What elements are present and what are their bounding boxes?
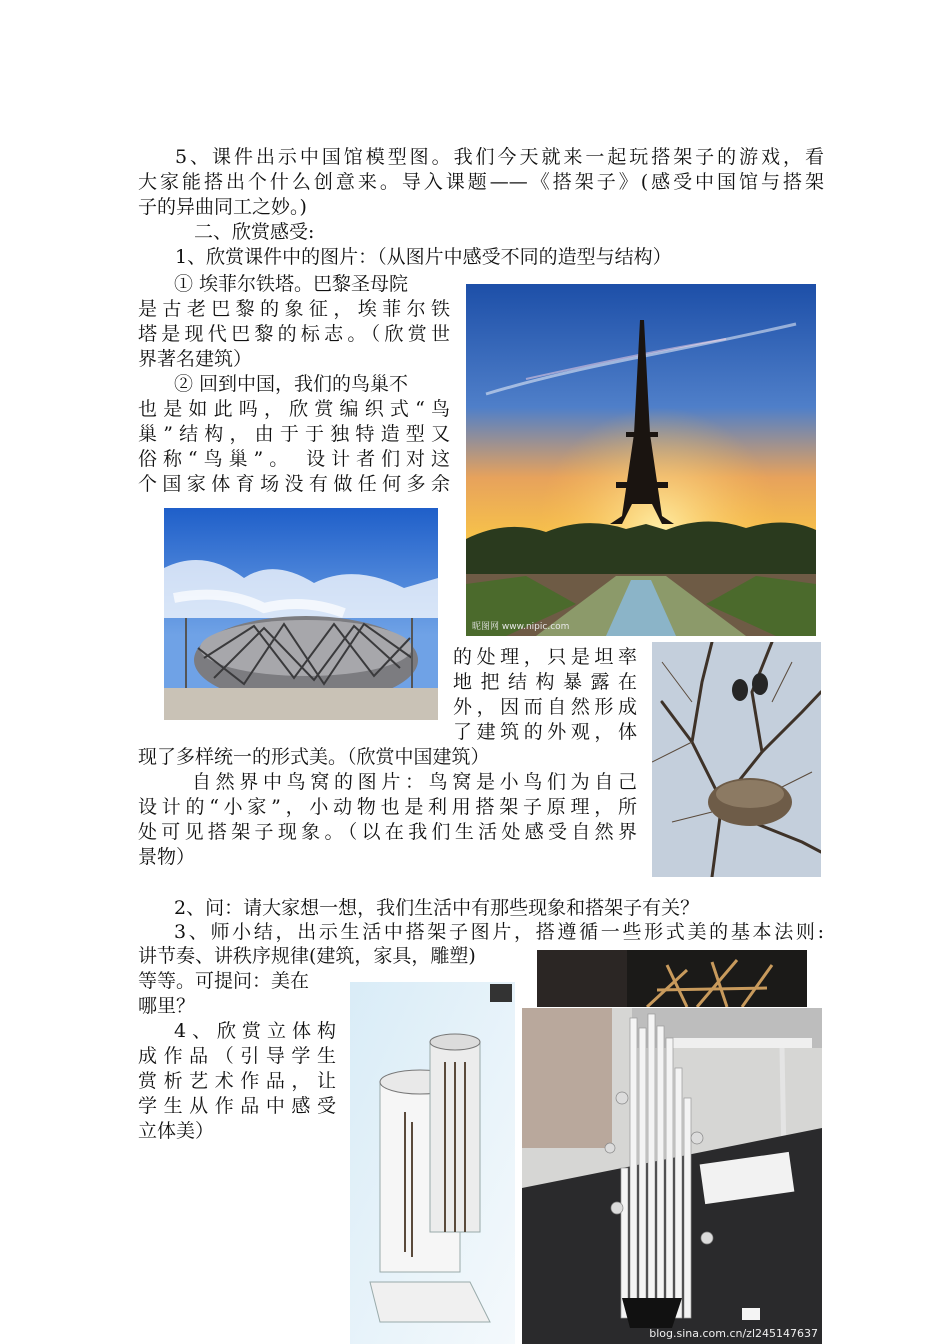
para-nature-line4: 景物） (138, 846, 196, 868)
para-summary-line2: 讲节奏、讲秩序规律(建筑，家具，雕塑) (138, 945, 476, 967)
para-birdnest-line4: 俗称“鸟巢”。 设计者们对这 (138, 448, 450, 470)
para-birdnest-line1: ② 回到中国，我们的鸟巢不 (174, 373, 409, 395)
bird-nest-tree-image (652, 642, 821, 877)
para-question: 2、问：请大家想一想，我们生活中有那些现象和搭架子有关？ (174, 897, 700, 919)
para-summary-line3: 等等。可提问：美在 (138, 970, 310, 992)
para-summary-line1: 3、师小结，出示生活中搭架子图片，搭遵循一些形式美的基本法则: (174, 921, 824, 943)
birds-nest-stadium-image (164, 508, 438, 720)
para-intro-line1: 5、课件出示中国馆模型图。我们今天就来一起玩搭架子的游戏，看 (175, 146, 824, 168)
para-eiffel-line1: ① 埃菲尔铁塔。巴黎圣母院 (174, 273, 409, 295)
para-3d-works-line3: 赏析艺术作品，让 (138, 1070, 336, 1092)
para-birdnest-line3: 巢”结构，由于于独特造型又 (138, 423, 450, 445)
para-3d-works-line5: 立体美） (138, 1120, 215, 1142)
paper-tube-sculpture-image (522, 1008, 822, 1344)
para-3d-works-line1: 4、欣赏立体构 (174, 1020, 336, 1042)
para-intro-line2: 大家能搭出个什么创意来。导入课题——《搭架子》(感受中国馆与搭架 (138, 171, 824, 193)
para-summary-line4: 哪里？ (138, 995, 196, 1017)
para-eiffel-line3: 塔是现代巴黎的标志。（欣赏世 (138, 323, 450, 345)
para-eiffel-line4: 界著名建筑） (138, 348, 253, 370)
para-structure-line5: 现了多样统一的形式美。（欣赏中国建筑） (138, 746, 490, 768)
para-nature-line2: 设计的“小家”，小动物也是利用搭架子原理，所 (138, 796, 637, 818)
eiffel-tower-image (466, 284, 816, 636)
section-heading: 二、欣赏感受: (194, 221, 315, 243)
para-structure-line4: 了建筑的外观，体 (453, 721, 637, 743)
para-3d-works-line2: 成作品（引导学生 (138, 1045, 336, 1067)
para-structure-line2: 地把结构暴露在 (453, 671, 637, 693)
para-structure-line3: 外，因而自然形成 (453, 696, 637, 718)
para-birdnest-line5: 个国家体育场没有做任何多余 (138, 473, 450, 495)
para-nature-line1: 自然界中鸟窝的图片：鸟窝是小鸟们为自己 (192, 771, 637, 793)
cylinder-model-image (350, 982, 515, 1344)
para-structure-line1: 的处理，只是坦率 (453, 646, 637, 668)
para-eiffel-line2: 是古老巴黎的象征，埃菲尔铁 (138, 298, 450, 320)
eiffel-watermark: 昵图网 www.nipic.com (472, 622, 570, 632)
para-appreciate-pictures: 1、欣赏课件中的图片：（从图片中感受不同的造型与结构） (175, 246, 672, 268)
scaffolding-photo (537, 950, 807, 1007)
para-nature-line3: 处可见搭架子现象。（以在我们生活处感受自然界 (138, 821, 637, 843)
para-intro-line3: 子的异曲同工之妙。) (138, 196, 307, 218)
sculpture-watermark: blog.sina.com.cn/zl245147637 (649, 1327, 818, 1340)
para-birdnest-line2: 也是如此吗，欣赏编织式“鸟 (138, 398, 450, 420)
para-3d-works-line4: 学生从作品中感受 (138, 1095, 336, 1117)
